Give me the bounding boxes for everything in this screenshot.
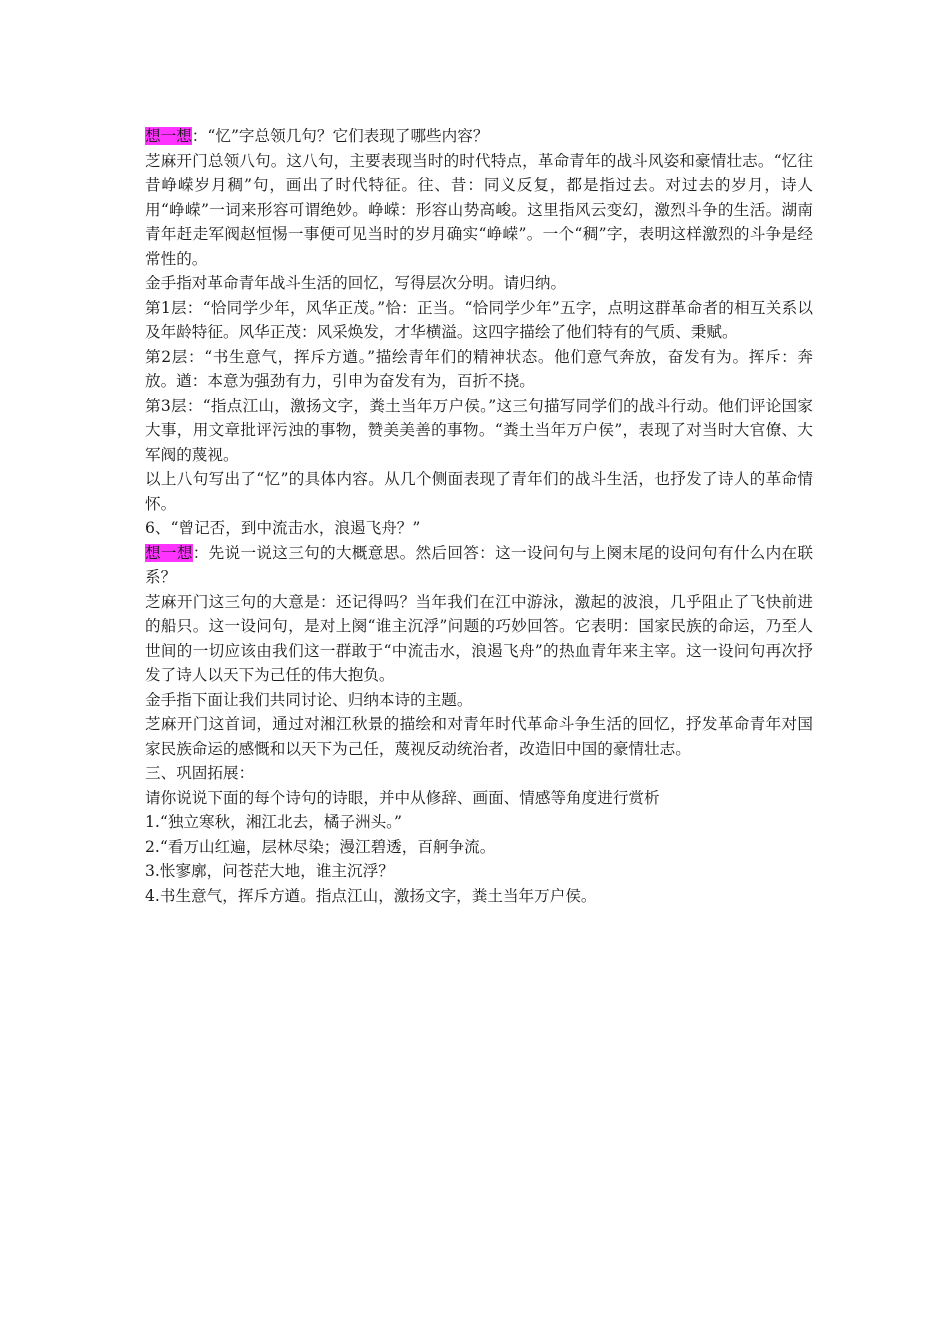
theme-paragraph: 芝麻开门这首词，通过对湘江秋景的描绘和对青年时代革命斗争生活的回忆，抒发革命青年对国家民族命运的感慨和以天下为己任，蔑视反动统治者，改造旧中国的豪情壮志。 <box>145 715 813 758</box>
answer-paragraph-2: 芝麻开门这三句的大意是：还记得吗？当年我们在江中游泳，激起的波浪，几乎阻止了飞快前进的船只。这一设问句，是对上阕“谁主沉浮”问题的巧妙回答。它表明：国家民族的命运，乃至人世间的一切应该由我们这一群敢于“中流击水，浪遏飞舟”的热血青年来主宰。这一设问句再次抒发了诗人以天下为己任的伟大抱负。 <box>145 592 813 684</box>
think-prompt-2-text: ：先说一说这三句的大概意思。然后回答：这一设问句与上阕末尾的设问句有什么内在联系？ <box>145 543 813 586</box>
section-6-heading: 6、“曾记否，到中流击水，浪遏飞舟？” <box>145 519 421 537</box>
summary-paragraph: 以上八句写出了“忆”的具体内容。从几个侧面表现了青年们的战斗生活，也抒发了诗人的革命情怀。 <box>145 470 813 513</box>
document-body <box>145 124 813 908</box>
exercise-item-3: 3.怅寥廓，问苍茫大地，谁主沉浮？ <box>145 862 394 880</box>
exercise-item-2: 2.“看万山红遍，层林尽染；漫江碧透，百舸争流。 <box>145 837 496 856</box>
answer-paragraph-1: 芝麻开门总领八句。这八句，主要表现当时的时代特点，革命青年的战斗风姿和豪情壮志。“忆往昔峥嵘岁月稠”句，画出了时代特征。往、昔：同义反复，都是指过去。对过去的岁月，诗人用“峥嵘”一词来形容可谓绝妙。峥嵘：形容山势高峻。这里指风云变幻，激烈斗争的生活。湖南青年赶走军阀赵恒惕一事便可见当时的岁月确实“峥嵘”。一个“稠”字，表明这样激烈的斗争是经常性的。 <box>145 151 813 268</box>
think-prompt-1 <box>145 124 813 149</box>
exercise-item-4: 4.书生意气，挥斥方遒。指点江山，激扬文字，粪土当年万户侯。 <box>145 886 597 905</box>
exercise-instruction: 请你说说下面的每个诗句的诗眼，并中从修辞、画面、情感等角度进行赏析 <box>145 788 660 807</box>
golden-finger-paragraph-2: 金手指下面让我们共同讨论、归纳本诗的主题。 <box>145 690 473 709</box>
think-prompt-1-text: ：“忆”字总领几句？它们表现了哪些内容？ <box>191 127 489 145</box>
think-highlight-2: 想一想 <box>145 543 193 562</box>
think-highlight-1: 想一想 <box>145 127 192 145</box>
golden-finger-paragraph-1: 金手指对革命青年战斗生活的回忆，写得层次分明。请归纳。 <box>145 274 567 292</box>
exercise-item-1: 1.“独立寒秋，湘江北去，橘子洲头。” <box>145 813 402 831</box>
layer-2-paragraph: 第2层：“书生意气，挥斥方遒。”描绘青年们的精神状态。他们意气奔放，奋发有为。挥斥：奔放。遒：本意为强劲有力，引申为奋发有为，百折不挠。 <box>145 347 813 390</box>
layer-3-paragraph: 第3层：“指点江山，激扬文字，粪土当年万户侯。”这三句描写同学们的战斗行动。他们评论国家大事，用文章批评污浊的事物，赞美美善的事物。“粪土当年万户侯”，表现了对当时大官僚、大军阀的蔑视。 <box>145 396 813 464</box>
layer-1-paragraph: 第1层：“恰同学少年，风华正茂。”恰：正当。“恰同学少年”五字，点明这群革命者的相互关系以及年龄特征。风华正茂：风采焕发，才华横溢。这四字描绘了他们特有的气质、秉赋。 <box>145 298 813 341</box>
section-3-heading: 三、巩固拓展： <box>145 764 255 782</box>
think-prompt-2 <box>145 541 813 590</box>
